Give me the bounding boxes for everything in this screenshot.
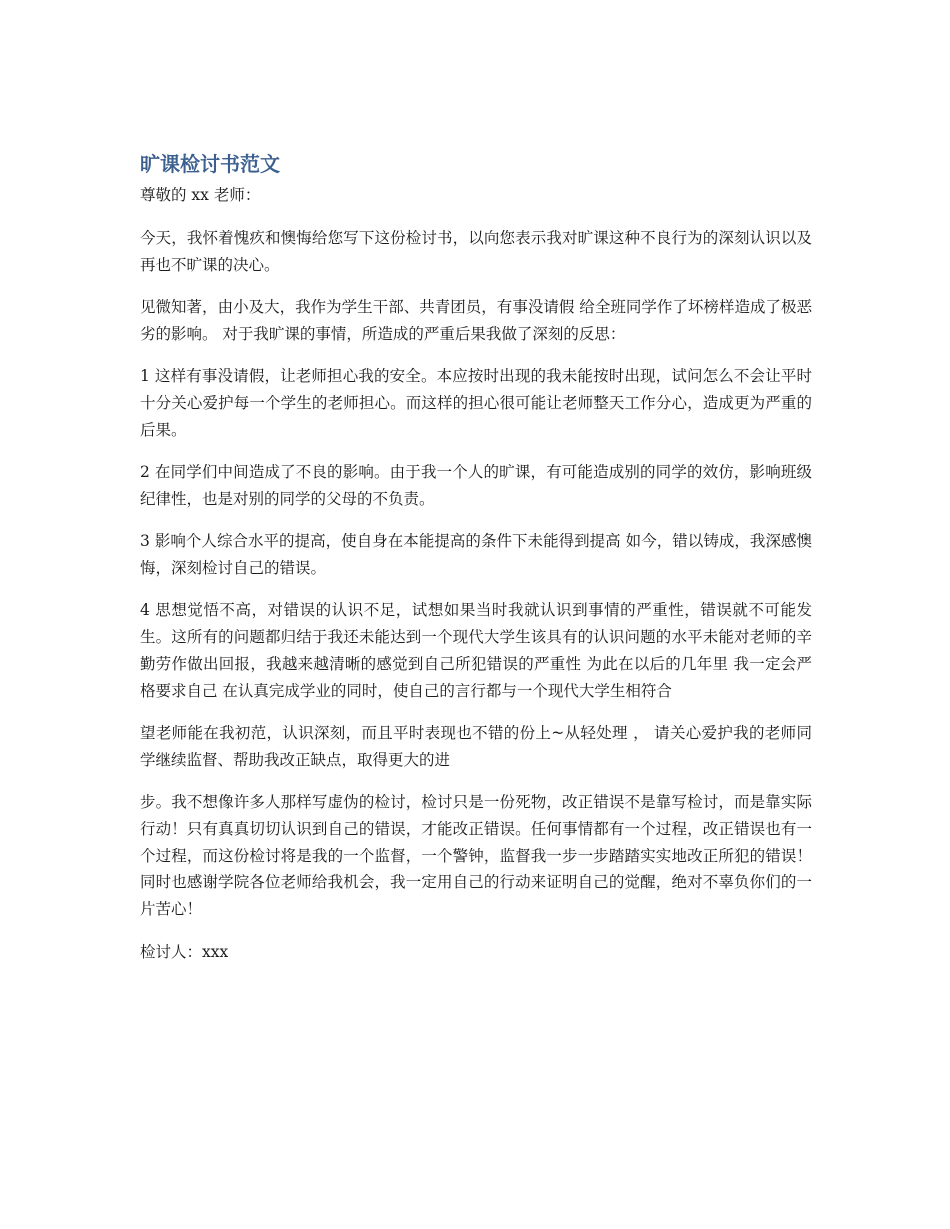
paragraph-commitment: 步。我不想像许多人那样写虚伪的检讨，检讨只是一份死物，改正错误不是靠写检讨，而是靠实际行动！只有真真切切认识到自己的错误，才能改正错误。任何事情都有一个过程，改正错误也有一个过程，而这份检讨将是我的一个监督，一个警钟，监督我一步一步踏踏实实地改正所犯的错误！同时也感谢学院各位老师给我机会，我一定用自己的行动来证明自己的觉醒，绝对不辜负你们的一片苦心！	[140, 793, 812, 919]
paragraph-point-2: 2 在同学们中间造成了不良的影响。由于我一个人的旷课，有可能造成别的同学的效仿，影响班级纪律性，也是对别的同学的父母的不负责。	[140, 463, 812, 508]
signature: 检讨人：xxx	[140, 942, 229, 961]
salutation: 尊敬的 xx 老师：	[140, 186, 261, 204]
paragraph-point-4: 4 思想觉悟不高，对错误的认识不足，试想如果当时我就认识到事情的严重性，错误就不可能发生。这所有的问题都归结于我还未能达到一个现代大学生该具有的认识问题的水平未能对老师的辛勤劳作做出回报，我越来越清晰的感觉到自己所犯错误的严重性 为此在以后的几年里 我一定会严格要求自己 在认真完成学业的同时，使自己的言行都与一个现代大学生相符合	[140, 601, 812, 700]
paragraph-reflection: 见微知著，由小及大，我作为学生干部、共青团员，有事没请假 给全班同学作了坏榜样造成了极恶劣的影响。 对于我旷课的事情，所造成的严重后果我做了深刻的反思：	[140, 298, 812, 343]
paragraph-point-3: 3 影响个人综合水平的提高，使自身在本能提高的条件下未能得到提高 如今，错以铸成，我深感懊悔，深刻检讨自己的错误。	[140, 532, 812, 577]
paragraph-intro: 今天，我怀着愧疚和懊悔给您写下这份检讨书，以向您表示我对旷课这种不良行为的深刻认识以及再也不旷课的决心。	[140, 229, 812, 274]
paragraph-request: 望老师能在我初范，认识深刻，而且平时表现也不错的份上~从轻处理 ， 请关心爱护我的老师同学继续监督、帮助我改正缺点，取得更大的进	[140, 723, 812, 769]
paragraph-point-1: 1 这样有事没请假，让老师担心我的安全。本应按时出现的我未能按时出现，试问怎么不会让平时十分关心爱护每一个学生的老师担心。而这样的担心很可能让老师整天工作分心，造成更为严重的后果。	[140, 367, 812, 439]
document-body	[140, 150, 812, 966]
document-title: 旷课检讨书范文	[140, 152, 280, 176]
